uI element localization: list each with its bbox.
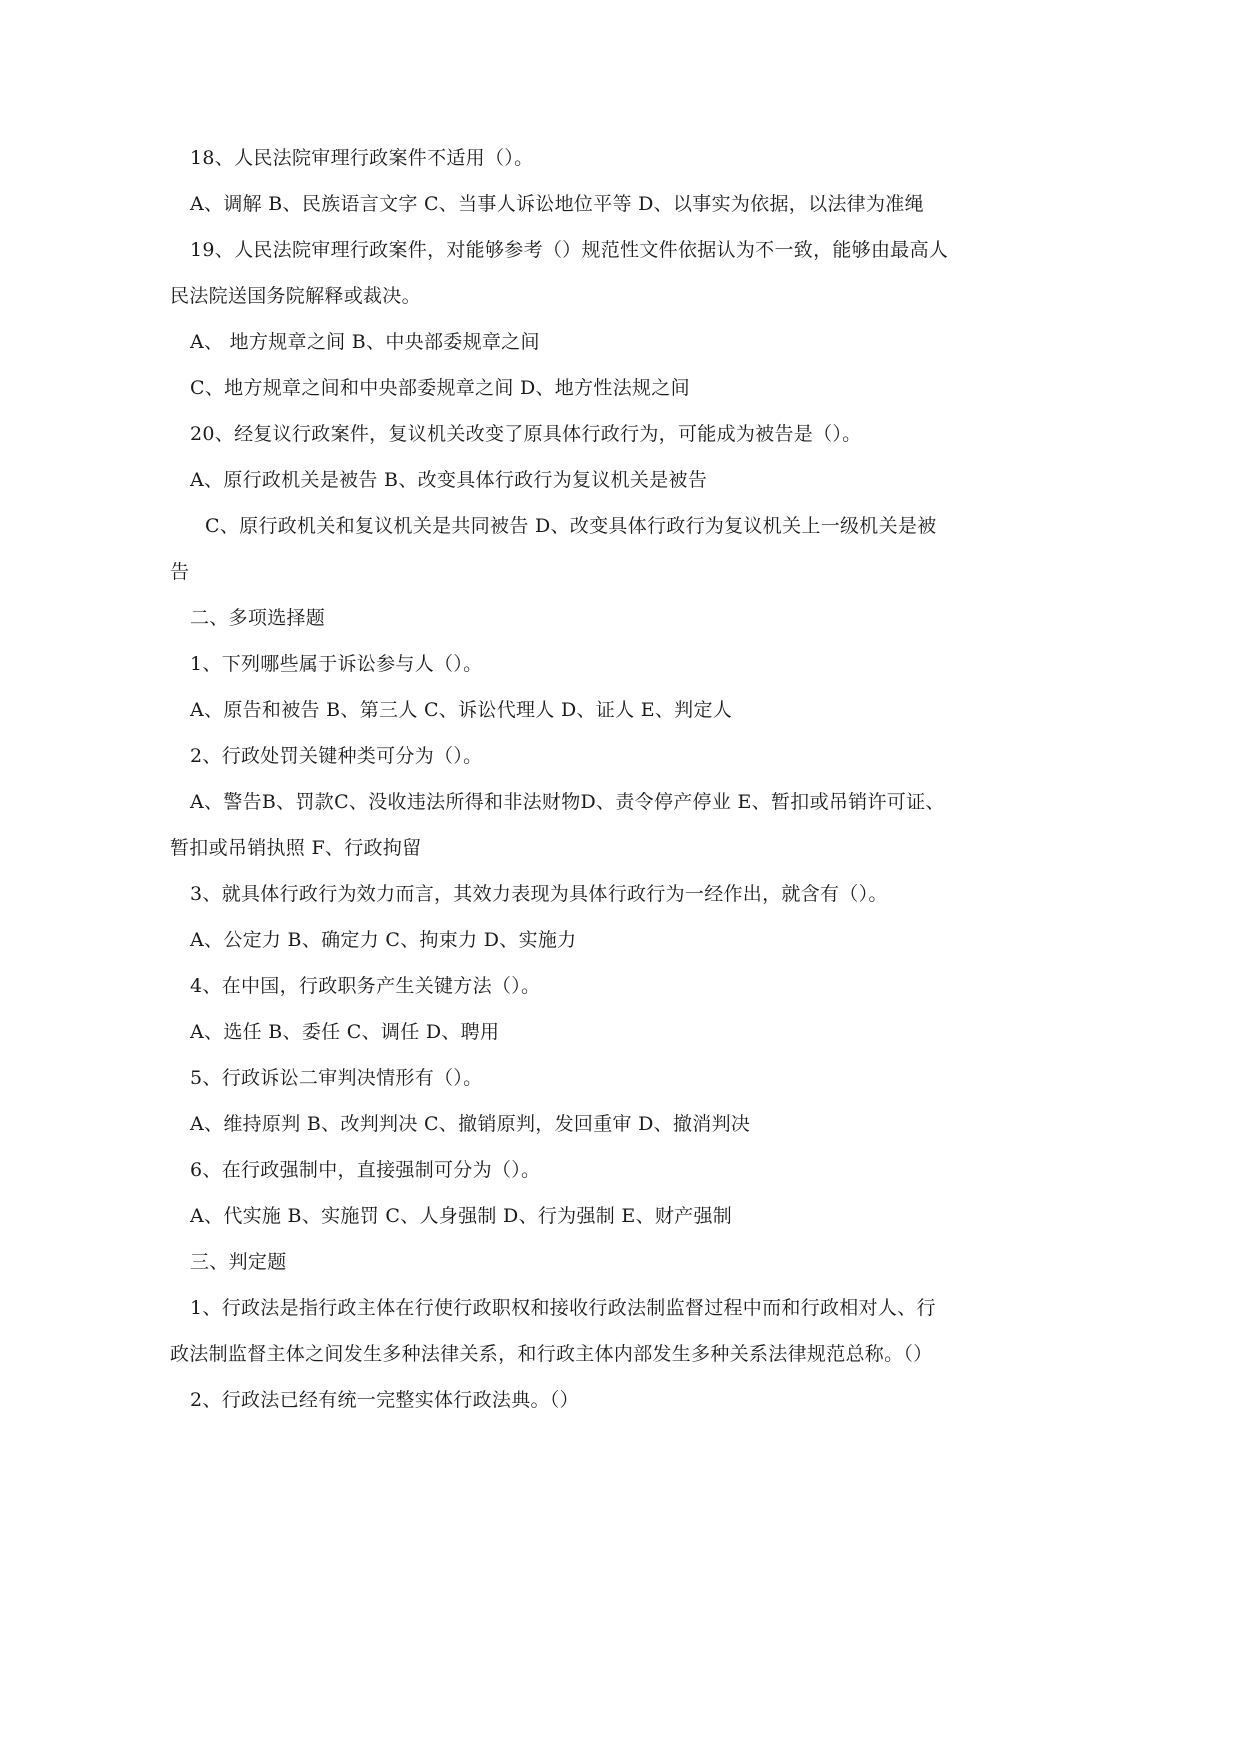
tf-question-1: 1、行政法是指行政主体在行使行政职权和接收行政法制监督过程中而和行政相对人、行 <box>190 1297 936 1319</box>
mc-question-2: 2、行政处罚关键种类可分为（）。 <box>190 745 483 767</box>
mc-question-3: 3、就具体行政行为效力而言，其效力表现为具体行政行为一经作出，就含有（）。 <box>190 883 888 905</box>
section-heading-multiple-choice: 二、多项选择题 <box>190 607 326 629</box>
mc-question-6-options: A、代实施 B、实施罚 C、人身强制 D、行为强制 E、财产强制 <box>190 1205 733 1227</box>
mc-question-4-options: A、选任 B、委任 C、调任 D、聘用 <box>190 1021 500 1043</box>
tf-question-1-continued: 政法制监督主体之间发生多种法律关系，和行政主体内部发生多种关系法律规范总称。（） <box>170 1343 933 1365</box>
mc-question-5-options: A、维持原判 B、改判判决 C、撤销原判，发回重审 D、撤消判决 <box>190 1113 751 1135</box>
question-20-options-cd: C、原行政机关和复议机关是共同被告 D、改变具体行政行为复议机关上一级机关是被 <box>205 515 937 537</box>
question-20: 20、经复议行政案件，复议机关改变了原具体行政行为，可能成为被告是（）。 <box>190 423 862 445</box>
question-19-options-cd: C、地方规章之间和中央部委规章之间 D、地方性法规之间 <box>190 377 690 399</box>
question-18: 18、人民法院审理行政案件不适用（）。 <box>190 147 534 169</box>
mc-question-3-options: A、公定力 B、确定力 C、拘束力 D、实施力 <box>190 929 577 951</box>
mc-question-1-options: A、原告和被告 B、第三人 C、诉讼代理人 D、证人 E、判定人 <box>190 699 733 721</box>
tf-question-2: 2、行政法已经有统一完整实体行政法典。（） <box>190 1389 579 1411</box>
question-19: 19、人民法院审理行政案件，对能够参考（）规范性文件依据认为不一致，能够由最高人 <box>190 239 949 261</box>
question-19-options-ab: A、 地方规章之间 B、中央部委规章之间 <box>190 331 540 353</box>
mc-question-6: 6、在行政强制中，直接强制可分为（）。 <box>190 1159 541 1181</box>
question-20-options-ab: A、原行政机关是被告 B、改变具体行政行为复议机关是被告 <box>190 469 708 491</box>
mc-question-1: 1、下列哪些属于诉讼参与人（）。 <box>190 653 483 675</box>
mc-question-2-options: A、警告B、罚款C、没收违法所得和非法财物D、责令停产停业 E、暂扣或吊销许可证、 <box>190 791 945 813</box>
mc-question-2-options-continued: 暂扣或吊销执照 F、行政拘留 <box>170 837 422 859</box>
question-19-continued: 民法院送国务院解释或裁决。 <box>170 285 421 307</box>
section-heading-true-false: 三、判定题 <box>190 1251 287 1273</box>
question-18-options: A、调解 B、民族语言文字 C、当事人诉讼地位平等 D、以事实为依据，以法律为准绳 <box>190 193 924 215</box>
mc-question-5: 5、行政诉讼二审判决情形有（）。 <box>190 1067 483 1089</box>
question-20-options-continued: 告 <box>170 561 190 583</box>
mc-question-4: 4、在中国，行政职务产生关键方法（）。 <box>190 975 541 997</box>
